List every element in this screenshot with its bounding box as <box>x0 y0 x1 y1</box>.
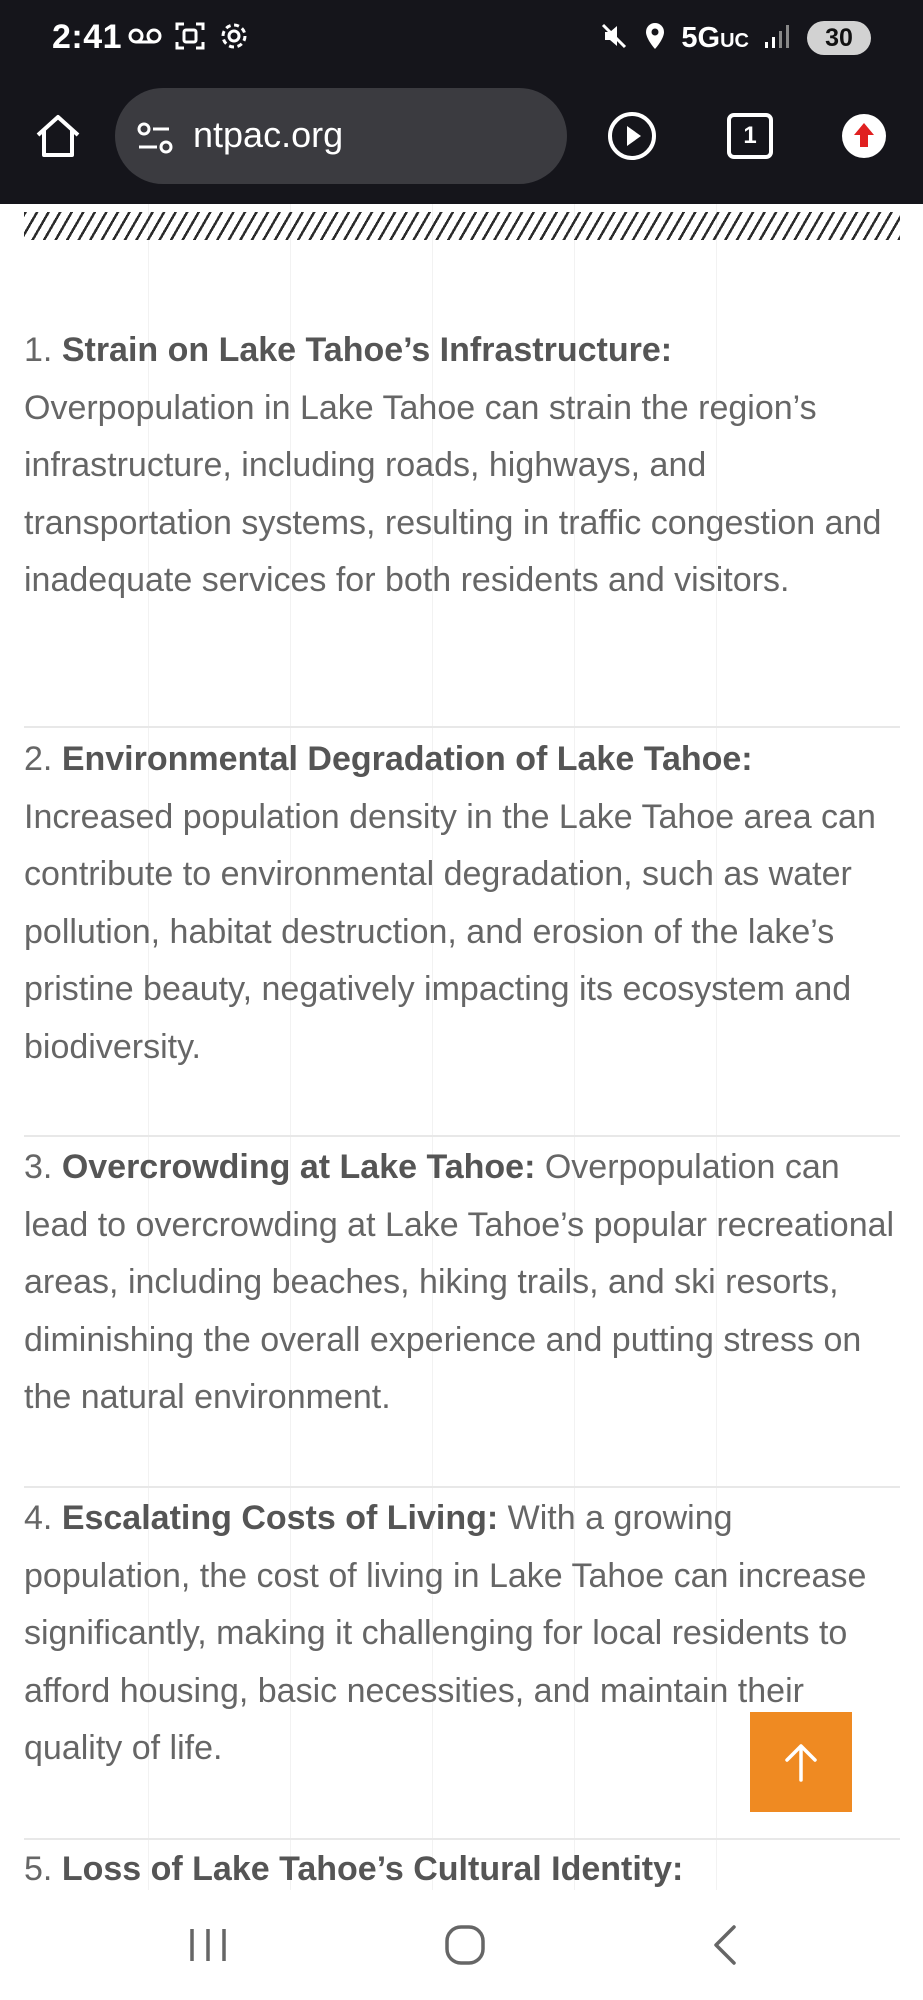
voicemail-icon <box>128 26 162 51</box>
play-icon <box>606 110 658 162</box>
network-type: 5GUC <box>681 21 749 54</box>
back-button[interactable] <box>684 1910 764 1980</box>
battery-indicator: 30 <box>807 21 871 55</box>
item-body: Increased population density in the Lake Tahoe area can contribute to environmental degradation, such as water pollution, habitat destruction, and erosion of the lake’s pristine beauty, negatively impacting its ecosystem and biodiversity. <box>24 797 876 1066</box>
list-item <box>24 731 900 1076</box>
item-heading: Strain on Lake Tahoe’s Infrastructure: <box>61 331 673 369</box>
site-settings-icon[interactable] <box>135 118 175 158</box>
status-left-icons <box>128 20 250 56</box>
browser-toolbar <box>0 76 923 204</box>
item-heading: Overcrowding at Lake Tahoe: <box>61 1148 536 1186</box>
update-button[interactable] <box>836 108 892 164</box>
item-heading: Escalating Costs of Living: <box>61 1499 499 1537</box>
divider <box>24 1486 900 1488</box>
screenshot-icon <box>174 20 206 57</box>
decorative-hatch-divider <box>24 212 900 240</box>
tabs-count: 1 <box>743 122 757 149</box>
recent-apps-button[interactable] <box>168 1910 248 1980</box>
list-item <box>24 1841 900 1890</box>
tab-switcher-button[interactable] <box>722 108 778 164</box>
home-button[interactable] <box>28 106 88 166</box>
item-body: With a growing population, the cost of living in Lake Tahoe can increase significantly, making it challenging for local residents to afford housing, basic necessities, and maintain their quality of life. <box>24 1499 867 1767</box>
signal-icon <box>763 22 793 55</box>
recents-icon <box>186 1925 230 1965</box>
back-to-top-button[interactable] <box>750 1712 852 1812</box>
location-icon <box>643 21 667 56</box>
status-time: 2:41 <box>52 18 123 56</box>
list-item <box>24 1139 900 1427</box>
home-circle-icon <box>443 1923 487 1967</box>
arrow-up-icon <box>779 1740 823 1784</box>
item-heading: Environmental Degradation of Lake Tahoe: <box>61 740 753 778</box>
page-content <box>0 204 923 1890</box>
item-heading: Loss of Lake Tahoe’s Cultural Identity: <box>61 1850 684 1888</box>
divider <box>24 1135 900 1137</box>
url-text: ntpac.org <box>193 114 344 155</box>
divider <box>24 1838 900 1840</box>
status-right <box>599 18 871 58</box>
tabs-icon <box>727 113 773 159</box>
mute-icon <box>599 21 629 56</box>
address-bar[interactable] <box>115 88 567 184</box>
item-number: 1. <box>24 331 62 369</box>
item-number: 3. <box>24 1148 62 1186</box>
item-body: Overpopulation in Lake Tahoe can strain the region’s infrastructure, including roads, highways, and transportation systems, resulting in traffic congestion and inadequate services for both residents and visitors. <box>24 388 882 599</box>
system-navigation-bar <box>0 1890 923 2000</box>
home-nav-button[interactable] <box>425 1910 505 1980</box>
list-item <box>24 322 900 610</box>
play-button[interactable] <box>604 108 660 164</box>
status-bar <box>0 0 923 76</box>
item-number: 4. <box>24 1499 62 1537</box>
settings-icon <box>218 20 250 57</box>
item-number: 2. <box>24 740 62 778</box>
divider <box>24 726 900 728</box>
update-icon <box>841 113 887 159</box>
back-icon <box>706 1923 742 1967</box>
item-number: 5. <box>24 1850 62 1888</box>
item-body: Overpopulation can lead to overcrowding at Lake Tahoe’s popular recreational areas, including beaches, hiking trails, and ski resorts, diminishing the overall experience and putting stress on the natural environment. <box>24 1148 895 1416</box>
home-icon <box>34 113 82 159</box>
